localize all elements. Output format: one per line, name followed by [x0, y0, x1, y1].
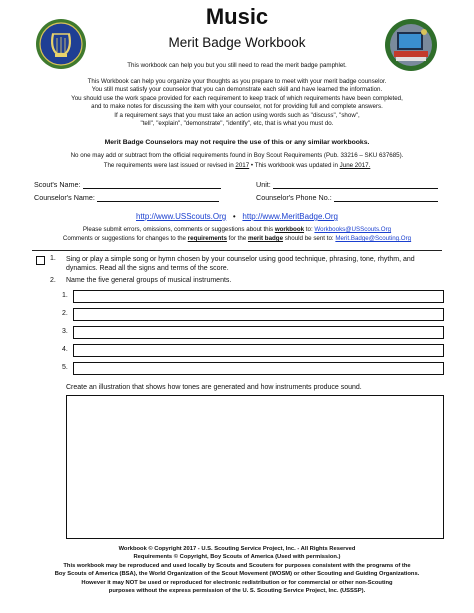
counselor-warning: Merit Badge Counselors may not require the use of this or any similar workbooks.	[104, 139, 370, 146]
requirement-2-text: Name the five general groups of musical instruments.	[66, 277, 232, 284]
links-row: http://www.USScouts.Org • http://www.MeritBadge.Org	[135, 212, 338, 221]
intro-paragraph: This Workbook can help you organize your thoughts as you prepare to meet with your merit badge counselor. You still must satisfy your counselor that you can demonstrate each skill and have learned the information. You should use the work space provided for each requirement to keep track of which requirements have been completed, and to make notes for discussing the item with your counselor, not for providing full and complete answers. If a requirement says that you must take an action using words such as "discuss", "show", "tell", "explain", "demonstrate", "identify", etc, that is what you must do.	[71, 78, 403, 128]
unit-field[interactable]: Unit:	[256, 180, 438, 189]
counselor-name-field[interactable]: Counselor's Name:	[34, 193, 219, 202]
meritbadge-email-link[interactable]: Merit.Badge@Scouting.Org	[335, 235, 412, 242]
updated-date: June 2017.	[339, 162, 371, 169]
instrument-group-1-field[interactable]	[73, 290, 444, 303]
instrument-group-4-field[interactable]	[73, 344, 444, 357]
requirement-2-number: 2.	[50, 277, 56, 284]
official-notice: No one may add or subtract from the official requirements found in Boy Scout Requirements (Pub. 33216 – SKU 637685).	[70, 152, 404, 159]
requirement-1-text: Sing or play a simple song or hymn chosen by your counselor using good technique, phrasing, tone, rhythm, and dynamics. Read all the signs and terms of the score.	[66, 256, 415, 272]
intro-line: This workbook can help you but you still need to read the merit badge pamphlet.	[127, 62, 347, 69]
list-number: 4.	[62, 346, 68, 353]
revision-line: The requirements were last issued or revised in 2017 • This workbook was updated in June 2017.	[103, 162, 371, 169]
submit-requirements-line: Comments or suggestions for changes to the requirements for the merit badge should be sent to: Merit.Badge@Scouting.Org	[62, 235, 412, 242]
footer: Workbook © Copyright 2017 - U.S. Scouting Service Project, Inc. - All Rights Reserved Requirements © Copyright, Boy Scouts of America (Used with permission.) This workbook may be reproduced and used locally by Scouts and Scouters for purposes consistent with the programs of the Boy Scouts of America (BSA), the World Organization of the Scout Movement (WOSM) or other Scouting and Guiding Organizations. However it may NOT be used or reproduced for electronic redistribution or for commercial or other non-Scouting purposes without the express permission of the U. S. Scouting Service Project, Inc. (USSSP).	[54, 546, 420, 595]
usscouts-link[interactable]: http://www.USScouts.Org	[135, 212, 227, 221]
meritbadge-link[interactable]: http://www.MeritBadge.Org	[242, 212, 338, 221]
instrument-group-5-field[interactable]	[73, 362, 444, 375]
requirement-1-checkbox[interactable]	[36, 256, 45, 265]
list-number: 3.	[62, 328, 68, 335]
list-number: 1.	[62, 292, 68, 299]
instrument-group-2-field[interactable]	[73, 308, 444, 321]
section-divider	[32, 250, 442, 251]
revision-year: 2017	[235, 162, 250, 169]
page-subtitle: Merit Badge Workbook	[168, 35, 306, 50]
scout-name-field[interactable]: Scout's Name:	[34, 180, 221, 189]
workbooks-email-link[interactable]: Workbooks@USScouts.Org	[314, 226, 392, 233]
counselor-phone-field[interactable]: Counselor's Phone No.:	[256, 193, 438, 202]
page-title: Music	[205, 4, 269, 29]
list-number: 5.	[62, 364, 68, 371]
illustration-prompt: Create an illustration that shows how tones are generated and how instruments produce sound.	[66, 384, 362, 391]
submit-errors-line: Please submit errors, omissions, comments or suggestions about this workbook to: Workbooks@USScouts.Org	[82, 226, 392, 233]
instrument-group-3-field[interactable]	[73, 326, 444, 339]
list-number: 2.	[62, 310, 68, 317]
requirement-1-number: 1.	[50, 255, 56, 262]
illustration-box[interactable]	[66, 395, 444, 539]
